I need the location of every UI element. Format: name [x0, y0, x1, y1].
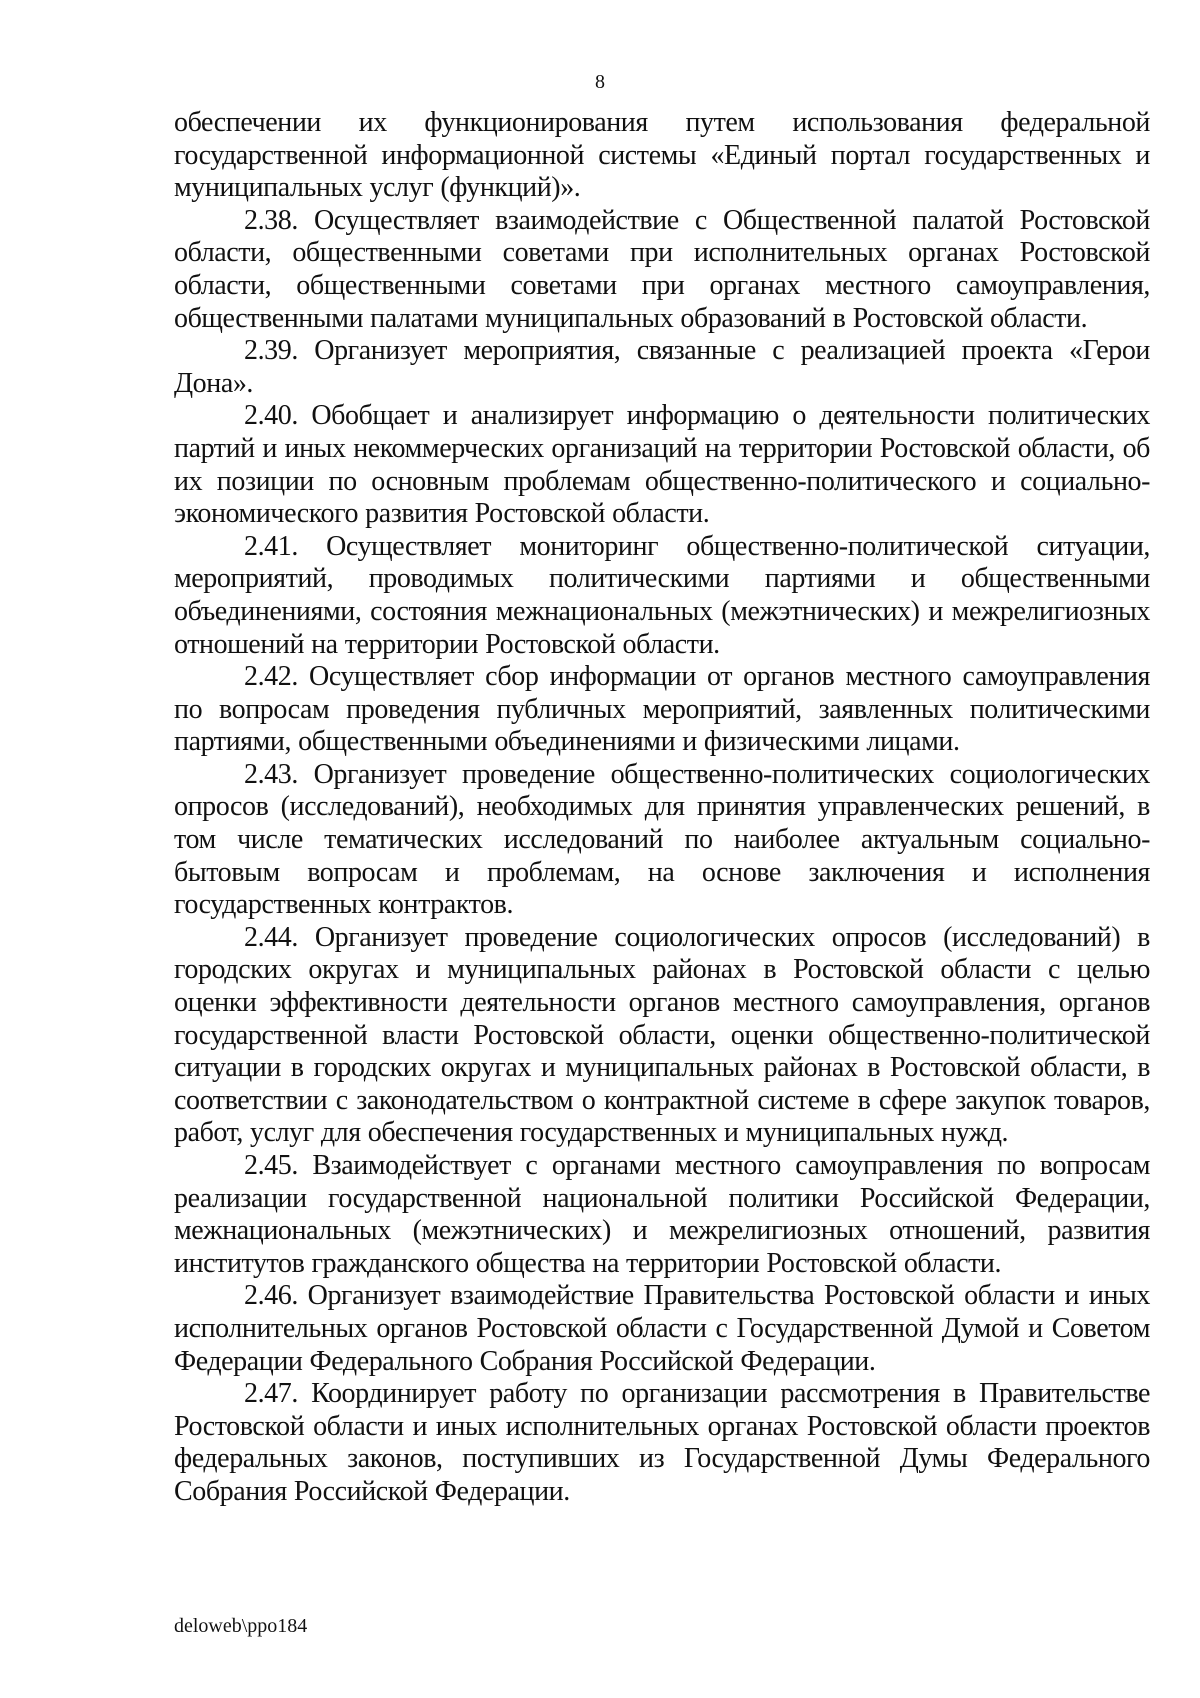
document-body — [174, 107, 1150, 1509]
paragraph-2-46: 2.46. Организует взаимодействие Правительства Ростовской области и иных исполнительных органов Ростовской области с Государственной Думой и Советом Федерации Федерального Собрания Российской Федерации. — [174, 1280, 1150, 1377]
paragraph-2-43: 2.43. Организует проведение общественно-политических социологических опросов (исследований), необходимых для принятия управленческих решений, в том числе тематических исследований по наиболее актуальным социально-бытовым вопросам и проблемам, на основе заключения и исполнения государственных контрактов. — [174, 758, 1150, 921]
paragraph-2-47: 2.47. Координирует работу по организации рассмотрения в Правительстве Ростовской области и иных исполнительных органах Ростовской области проектов федеральных законов, поступивших из Государственной Думы Федерального Собрания Российской Федерации. — [174, 1378, 1150, 1507]
document-footer-code: deloweb\ppo184 — [174, 1615, 308, 1637]
paragraph-continuation: обеспечении их функционирования путем использования федеральной государственной информационной системы «Единый портал государственных и муниципальных услуг (функций)». — [174, 107, 1150, 204]
page-number: 8 — [595, 71, 605, 93]
paragraph-2-41: 2.41. Осуществляет мониторинг общественно-политической ситуации, мероприятий, проводимых политическими партиями и общественными объединениями, состояния межнациональных (межэтнических) и межрелигиозных отношений на территории Ростовской области. — [174, 530, 1150, 660]
paragraph-2-42: 2.42. Осуществляет сбор информации от органов местного самоуправления по вопросам проведения публичных мероприятий, заявленных политическими партиями, общественными объединениями и физическими лицами. — [174, 661, 1150, 758]
paragraph-2-44: 2.44. Организует проведение социологических опросов (исследований) в городских округах и муниципальных районах в Ростовской области с целью оценки эффективности деятельности органов местного самоуправления, органов государственной власти Ростовской области, оценки общественно-политической ситуации в городских округах и муниципальных районах в Ростовской области, в соответствии с законодательством о контрактной системе в сфере закупок товаров, работ, услуг для обеспечения государственных и муниципальных нужд. — [174, 921, 1150, 1149]
paragraph-2-45: 2.45. Взаимодействует с органами местного самоуправления по вопросам реализации государственной национальной политики Российской Федерации, межнациональных (межэтнических) и межрелигиозных отношений, развития институтов гражданского общества на территории Ростовской области. — [174, 1150, 1150, 1279]
paragraph-2-39: 2.39. Организует мероприятия, связанные с реализацией проекта «Герои Дона». — [174, 335, 1150, 399]
paragraph-2-38: 2.38. Осуществляет взаимодействие с Общественной палатой Ростовской области, общественными советами при исполнительных органах Ростовской области, общественными советами при органах местного самоуправления, общественными палатами муниципальных образований в Ростовской области. — [174, 204, 1150, 334]
paragraph-2-40: 2.40. Обобщает и анализирует информацию о деятельности политических партий и иных некоммерческих организаций на территории Ростовской области, об их позиции по основным проблемам общественно-политического и социально-экономического развития Ростовской области. — [174, 400, 1150, 530]
